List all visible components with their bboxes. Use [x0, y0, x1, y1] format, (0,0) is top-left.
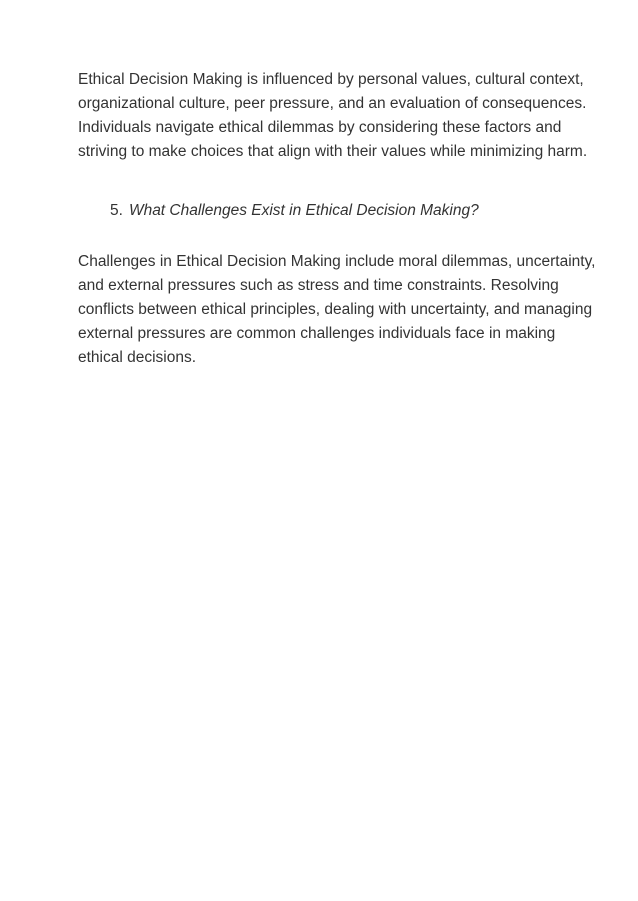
paragraph-challenges: [78, 250, 596, 370]
question-heading: What Challenges Exist in Ethical Decision Making?: [128, 202, 479, 219]
paragraph-influences: [78, 68, 588, 164]
numbered-question-item: [110, 199, 479, 223]
paragraph-line: external pressures are common challenges individuals face in making: [78, 325, 556, 342]
paragraph-line: organizational culture, peer pressure, and an evaluation of consequences.: [78, 95, 587, 112]
paragraph-line: conflicts between ethical principles, dealing with uncertainty, and managing: [78, 301, 593, 318]
paragraph-line: Ethical Decision Making is influenced by personal values, cultural context,: [78, 71, 584, 88]
paragraph-line: and external pressures such as stress and time constraints. Resolving: [78, 277, 559, 294]
list-number: 5.: [110, 202, 123, 219]
paragraph-line: striving to make choices that align with their values while minimizing harm.: [78, 143, 588, 160]
paragraph-line: Challenges in Ethical Decision Making include moral dilemmas, uncertainty,: [78, 253, 596, 270]
paragraph-line: Individuals navigate ethical dilemmas by considering these factors and: [78, 119, 562, 136]
paragraph-line: ethical decisions.: [78, 349, 197, 366]
